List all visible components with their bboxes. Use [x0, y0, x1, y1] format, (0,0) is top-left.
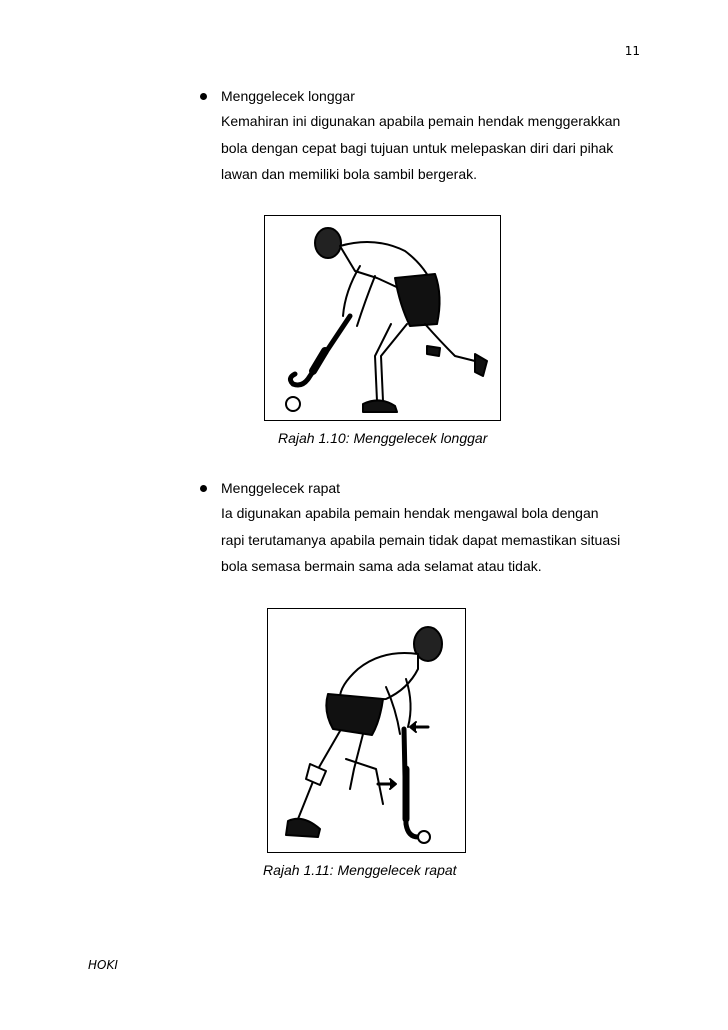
figure-caption: Rajah 1.11: Menggelecek rapat — [263, 862, 457, 878]
section-paragraph — [221, 108, 638, 188]
bullet-icon — [200, 93, 207, 100]
section-heading-row — [198, 88, 638, 104]
section-loose-dribble — [198, 88, 638, 188]
figure-loose-dribble — [264, 215, 501, 421]
paragraph-line: bola semasa bermain sama ada selamat atau tidak. — [221, 558, 542, 574]
figure-caption: Rajah 1.10: Menggelecek longgar — [278, 430, 488, 446]
footer-title: HOKI — [88, 958, 118, 972]
section-heading-row — [198, 480, 638, 496]
section-heading: Menggelecek rapat — [221, 480, 341, 496]
paragraph-line: lawan dan memiliki bola sambil bergerak. — [221, 166, 478, 182]
paragraph-line: bola dengan cepat bagi tujuan untuk melepaskan diri dari pihak — [221, 139, 614, 156]
paragraph-line: Kemahiran ini digunakan apabila pemain hendak menggerakkan — [221, 113, 621, 129]
hockey-player-loose-dribble-illustration — [265, 216, 500, 420]
section-close-dribble — [198, 480, 638, 580]
hockey-player-close-dribble-illustration — [268, 609, 465, 852]
section-paragraph — [221, 500, 638, 580]
bullet-icon — [200, 485, 207, 492]
figure-close-dribble — [267, 608, 466, 853]
paragraph-line: Ia digunakan apabila pemain hendak mengawal bola dengan — [221, 505, 599, 521]
page-number: 11 — [624, 44, 640, 58]
paragraph-line: rapi terutamanya apabila pemain tidak dapat memastikan situasi — [221, 531, 621, 548]
section-heading: Menggelecek longgar — [221, 88, 355, 104]
